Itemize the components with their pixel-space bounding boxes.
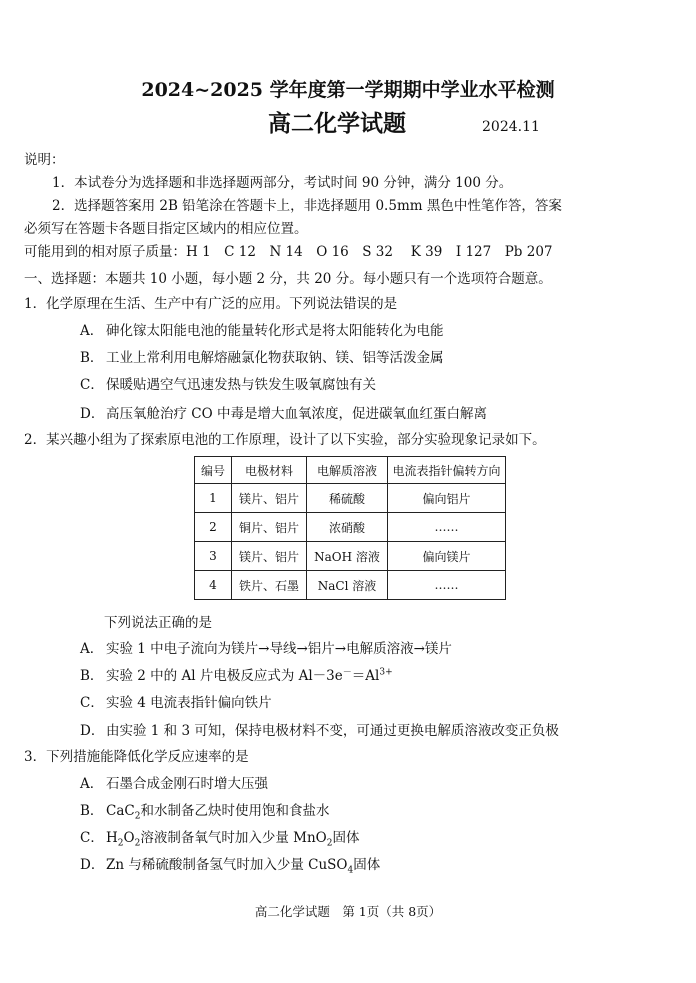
table-cell: 偏向镁片: [388, 542, 506, 571]
subscript: 2: [117, 838, 124, 849]
option-text: CaC: [106, 803, 135, 819]
table-cell: NaOH 溶液: [307, 542, 388, 571]
table-cell: 1: [195, 484, 232, 513]
option-text: 和水制备乙炔时使用饱和食盐水: [140, 803, 330, 819]
option-text: H: [106, 830, 118, 846]
instruction-1: 1．本试卷分为选择题和非选择题两部分，考试时间 90 分钟，满分 100 分。: [52, 175, 513, 191]
page-footer: 高二化学试题 第 1页（共 8页）: [254, 904, 442, 919]
option-label: B．: [80, 350, 104, 366]
option-text: 工业上常利用电解熔融氯化物获取钠、镁、铝等活泼金属: [106, 350, 444, 366]
option-label: B．: [80, 668, 104, 684]
q2-option-c: [80, 694, 272, 712]
table-cell: 浓硝酸: [307, 513, 388, 542]
q3-option-c: [80, 829, 359, 847]
table-header-cell: 电解质溶液: [307, 457, 388, 484]
option-text: ＝Al: [351, 668, 380, 684]
option-text: 石墨合成金刚石时增大压强: [106, 776, 268, 792]
option-label: D．: [80, 723, 105, 739]
q1-option-b: [80, 349, 444, 367]
option-text: 高压氧舱治疗 CO 中毒是增大血氧浓度，促进碳氧血红蛋白解离: [106, 406, 487, 422]
q1-option-a: [80, 322, 444, 340]
option-text: 溶液制备氧气时加入少量 MnO: [140, 830, 327, 846]
atomic-masses: 可能用到的相对原子质量：H 1 C 12 N 14 O 16 S 32 K 39 I 127 Pb 207: [24, 244, 553, 260]
q3-option-d: [80, 856, 380, 874]
instruction-2-line2: 必须写在答题卡各题目指定区域内的相应位置。: [24, 221, 308, 237]
q3-option-b: [80, 802, 329, 820]
superscript: 3+: [379, 667, 393, 678]
exam-title: 2024~2025 学年度第一学期期中学业水平检测: [141, 79, 555, 101]
option-label: B．: [80, 803, 104, 819]
table-row: [195, 542, 506, 571]
table-header-cell: 电流表指针偏转方向: [388, 457, 506, 484]
option-label: D．: [80, 406, 105, 422]
table-cell: 镁片、铝片: [232, 484, 307, 513]
q3-option-a: [80, 775, 268, 793]
experiment-table: [194, 456, 506, 600]
q1-stem: 1．化学原理在生活、生产中有广泛的应用。下列说法错误的是: [24, 296, 398, 312]
subject-title: 高二化学试题: [268, 110, 406, 137]
option-text: 保暖贴遇空气迅速发热与铁发生吸氧腐蚀有关: [106, 377, 376, 393]
table-header-cell: 编号: [195, 457, 232, 484]
q2-option-a: [80, 640, 452, 658]
q1-option-d: [80, 405, 487, 423]
subscript: 2: [326, 838, 333, 849]
option-label: A．: [80, 323, 104, 339]
option-text: 由实验 1 和 3 可知，保持电极材料不变，可通过更换电解质溶液改变正负极: [106, 723, 559, 739]
option-label: C．: [80, 377, 104, 393]
table-cell: 3: [195, 542, 232, 571]
section1-heading: 一、选择题：本题共 10 小题，每小题 2 分，共 20 分。每小题只有一个选项符合题意。: [24, 271, 552, 287]
q2-stem: 2．某兴趣小组为了探索原电池的工作原理，设计了以下实验，部分实验现象记录如下。: [24, 432, 546, 448]
q3-stem: 3．下列措施能降低化学反应速率的是: [24, 749, 249, 765]
q2-sub-stem: 下列说法正确的是: [104, 615, 212, 631]
q1-option-c: [80, 376, 376, 394]
table-cell: 2: [195, 513, 232, 542]
q2-option-b: [80, 667, 393, 685]
q2-option-d: [80, 722, 559, 740]
table-cell: 铜片、铝片: [232, 513, 307, 542]
option-text: 实验 2 中的 Al 片电极反应式为 Al－3e: [106, 668, 343, 684]
exam-date: 2024.11: [482, 119, 540, 135]
table-row: [195, 513, 506, 542]
table-row: [195, 484, 506, 513]
option-text: Zn 与稀硫酸制备氢气时加入少量 CuSO: [106, 857, 348, 873]
option-text: 固体: [332, 830, 360, 846]
instructions-heading: 说明：: [24, 152, 65, 168]
option-text: 固体: [353, 857, 381, 873]
option-label: A．: [80, 641, 104, 657]
subscript: 2: [134, 838, 141, 849]
option-text: 砷化镓太阳能电池的能量转化形式是将太阳能转化为电能: [106, 323, 444, 339]
instruction-2-line1: 2．选择题答案用 2B 铅笔涂在答题卡上，非选择题用 0.5mm 黑色中性笔作答，答案: [52, 198, 562, 214]
table-cell: 镁片、铝片: [232, 542, 307, 571]
option-label: C．: [80, 830, 104, 846]
option-text: O: [123, 830, 135, 846]
superscript: －: [342, 667, 352, 678]
table-header-row: [195, 457, 506, 484]
option-text: 实验 4 电流表指针偏向铁片: [106, 695, 272, 711]
table-header-cell: 电极材料: [232, 457, 307, 484]
option-text: 实验 1 中电子流向为镁片→导线→铝片→电解质溶液→镁片: [106, 641, 452, 657]
table-cell: ……: [388, 513, 506, 542]
table-cell: 偏向铝片: [388, 484, 506, 513]
table-cell: 稀硫酸: [307, 484, 388, 513]
table-row: [195, 571, 506, 600]
option-label: D．: [80, 857, 105, 873]
table-cell: NaCl 溶液: [307, 571, 388, 600]
table-cell: 铁片、石墨: [232, 571, 307, 600]
option-label: A．: [80, 776, 104, 792]
subscript: 4: [347, 865, 354, 876]
option-label: C．: [80, 695, 104, 711]
table-cell: ……: [388, 571, 506, 600]
table-cell: 4: [195, 571, 232, 600]
subscript: 2: [134, 811, 141, 822]
